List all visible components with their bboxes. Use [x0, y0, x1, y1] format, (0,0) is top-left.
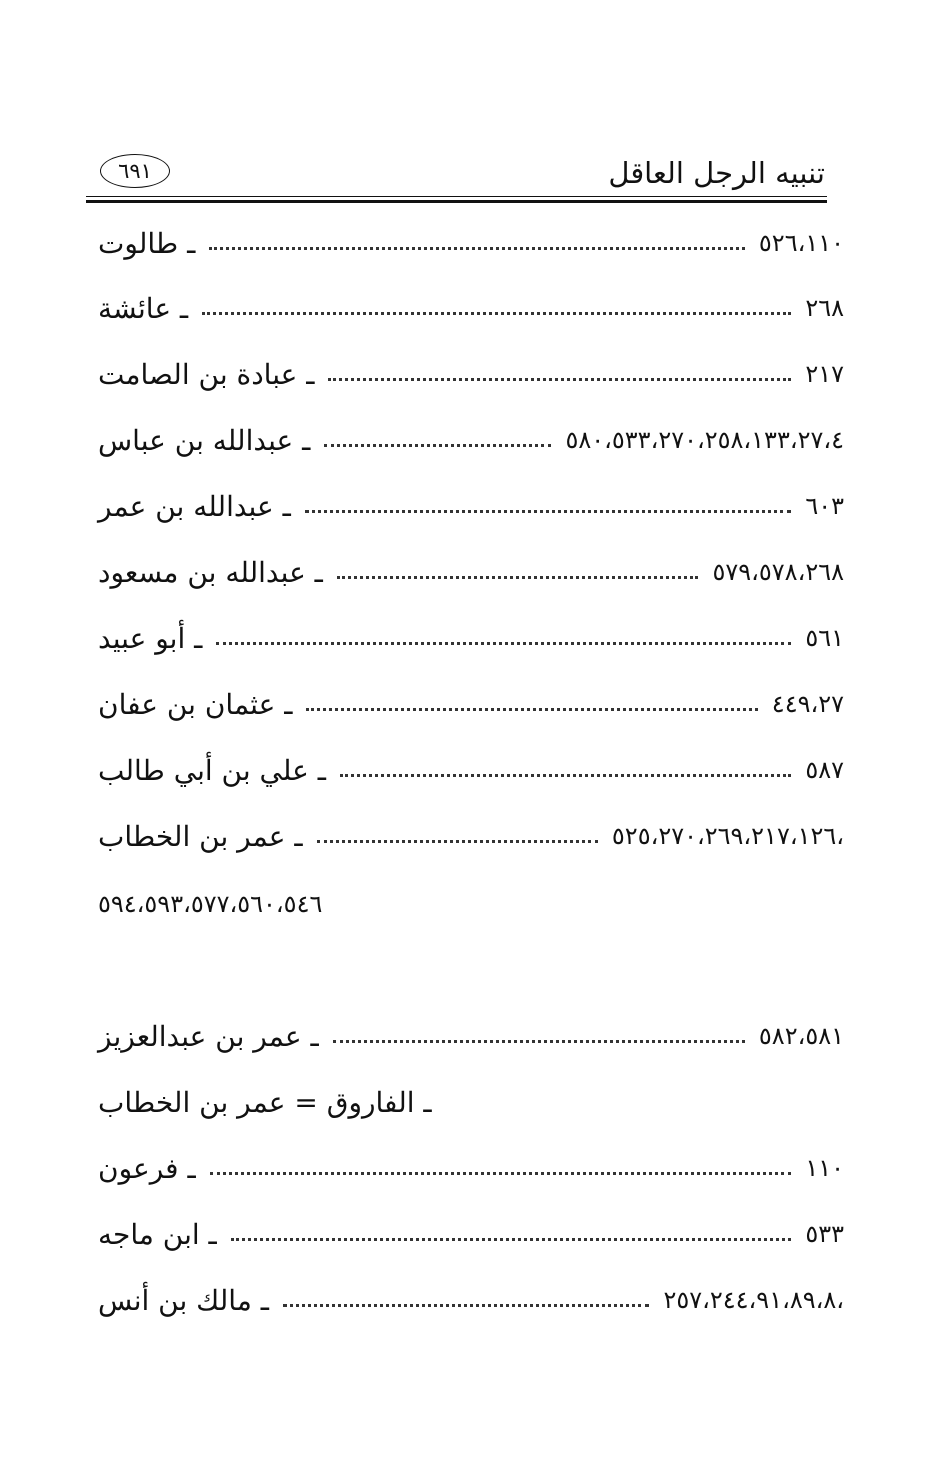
dot-leader: [317, 840, 598, 843]
entry-pages: ٥٨٧: [805, 756, 844, 784]
entry-pages: ٥٨٢،٥٨١: [758, 1022, 844, 1050]
entry-name: ـ عمر بن الخطاب: [98, 819, 303, 853]
dot-leader: [231, 1238, 792, 1241]
entry-name: ـ أبو عبيد: [98, 621, 203, 655]
entry-pages: ٢١٧: [805, 360, 844, 388]
entry-name: ـ طالوت: [98, 226, 196, 260]
page-number: ٦٩١: [118, 159, 152, 183]
entry-pages: ٥٢٦،١١٠: [758, 229, 844, 257]
index-entry: [98, 414, 844, 466]
entry-pages: ٦٠٣: [805, 492, 844, 520]
index-entry: [98, 217, 844, 269]
dot-leader: [202, 312, 791, 315]
entry-name: ـ عبدالله بن مسعود: [98, 555, 323, 589]
entry-name: ـ فرعون: [98, 1151, 196, 1185]
entry-name: ـ الفاروق = عمر بن الخطاب: [98, 1085, 432, 1119]
entry-pages: ٥٨٠،٥٣٣،٢٧٠،٢٥٨،١٣٣،٢٧،٤: [565, 426, 844, 454]
entry-pages: ٤٤٩،٢٧: [771, 690, 844, 718]
index-entry: [98, 348, 844, 400]
dot-leader: [340, 774, 791, 777]
entry-pages: ٥٣٣: [805, 1220, 844, 1248]
dot-leader: [337, 576, 699, 579]
index-entry: [98, 810, 844, 862]
entry-name: ـ عبادة بن الصامت: [98, 357, 315, 391]
header-rule-thick: [86, 200, 827, 203]
index-entry: [98, 1208, 844, 1260]
entry-pages: ١١٠: [805, 1154, 844, 1182]
dot-leader: [328, 378, 791, 381]
entry-pages: ٥٧٩،٥٧٨،٢٦٨: [712, 558, 844, 586]
entry-name: ـ عثمان بن عفان: [98, 687, 293, 721]
entry-name: ـ عبدالله بن عمر: [98, 489, 291, 523]
index-entry-cross-reference: [98, 1076, 844, 1128]
index-entry: [98, 678, 844, 730]
index-entry: [98, 612, 844, 664]
entry-pages: ،٥٢٥،٢٧٠،٢٦٩،٢١٧،١٢٦: [611, 822, 844, 850]
index-entry: [98, 1010, 844, 1062]
entry-pages: ،٢٥٧،٢٤٤،٩١،٨٩،٨: [663, 1286, 844, 1314]
index-entry: [98, 744, 844, 796]
entry-name: ـ عائشة: [98, 291, 189, 325]
entry-pages-continuation: ٥٩٤،٥٩٣،٥٧٧،٥٦٠،٥٤٦: [98, 890, 323, 918]
entry-name: ـ مالك بن أنس: [98, 1283, 269, 1317]
dot-leader: [283, 1304, 650, 1307]
dot-leader: [324, 444, 551, 447]
index-entry: [98, 1142, 844, 1194]
dot-leader: [209, 247, 745, 250]
index-entry: [98, 282, 844, 334]
page-number-badge: [100, 154, 170, 188]
index-entry: [98, 1274, 844, 1326]
index-entry: [98, 480, 844, 532]
dot-leader: [305, 510, 792, 513]
entry-name: ـ عبدالله بن عباس: [98, 423, 311, 457]
dot-leader: [306, 708, 757, 711]
page-header: [86, 148, 827, 208]
dot-leader: [210, 1172, 792, 1175]
header-rule-thin: [86, 196, 827, 197]
entry-pages: ٢٦٨: [805, 294, 844, 322]
entry-name: ـ ابن ماجه: [98, 1217, 217, 1251]
dot-leader: [216, 642, 791, 645]
dot-leader: [333, 1040, 745, 1043]
book-title: تنبيه الرجل العاقل: [608, 156, 825, 190]
index-entry: [98, 546, 844, 598]
entry-pages: ٥٦١: [805, 624, 844, 652]
entry-name: ـ عمر بن عبدالعزيز: [98, 1019, 319, 1053]
entry-name: ـ علي بن أبي طالب: [98, 753, 326, 787]
